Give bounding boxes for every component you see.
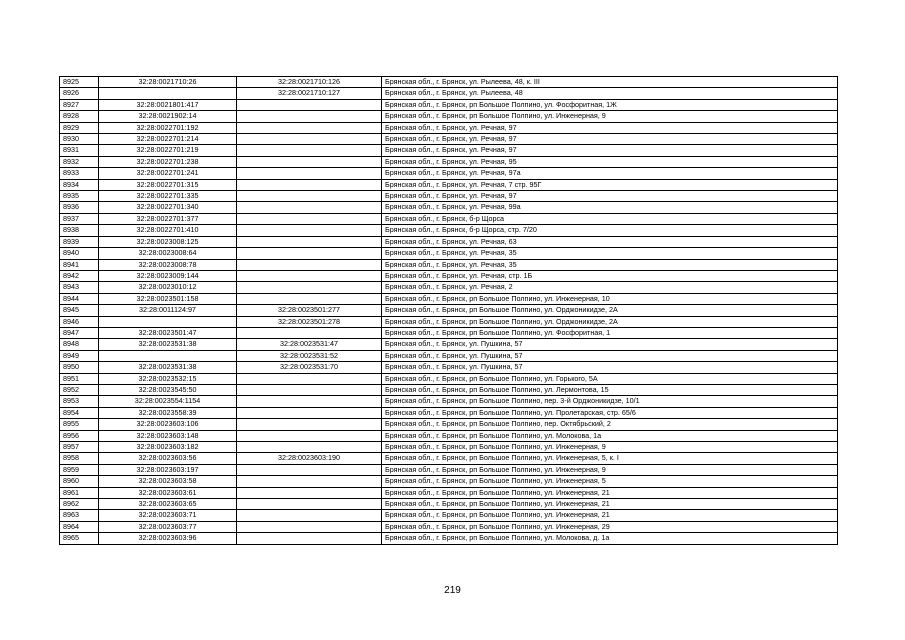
linked-cadastral-number-cell xyxy=(237,179,382,190)
cadastral-number-cell: 32:28:0022701:219 xyxy=(99,145,237,156)
cadastral-number-cell: 32:28:0023531:38 xyxy=(99,362,237,373)
linked-cadastral-number-cell xyxy=(237,521,382,532)
cadastral-number-cell: 32:28:0023603:71 xyxy=(99,510,237,521)
linked-cadastral-number-cell: 32:28:0023531:70 xyxy=(237,362,382,373)
address-cell: Брянская обл., г. Брянск, ул. Речная, 7 стр. 95Г xyxy=(382,179,838,190)
linked-cadastral-number-cell xyxy=(237,442,382,453)
table-row xyxy=(60,316,838,327)
address-cell: Брянская обл., г. Брянск, ул. Пушкина, 57 xyxy=(382,339,838,350)
cadastral-number-cell: 32:28:0023554:1154 xyxy=(99,396,237,407)
address-cell: Брянская обл., г. Брянск, рп Большое Полпино, ул. Инженерная, 9 xyxy=(382,464,838,475)
linked-cadastral-number-cell xyxy=(237,202,382,213)
table-row xyxy=(60,213,838,224)
cadastral-number-cell: 32:28:0023532:15 xyxy=(99,373,237,384)
cadastral-number-cell: 32:28:0023603:182 xyxy=(99,442,237,453)
cadastral-number-cell: 32:28:0023545:50 xyxy=(99,384,237,395)
linked-cadastral-number-cell xyxy=(237,270,382,281)
table-row xyxy=(60,236,838,247)
linked-cadastral-number-cell xyxy=(237,327,382,338)
table-row xyxy=(60,88,838,99)
row-number-cell: 8961 xyxy=(60,487,99,498)
row-number-cell: 8931 xyxy=(60,145,99,156)
cadastral-number-cell: 32:28:0023008:64 xyxy=(99,248,237,259)
address-cell: Брянская обл., г. Брянск, ул. Рылеева, 48 xyxy=(382,88,838,99)
linked-cadastral-number-cell xyxy=(237,248,382,259)
cadastral-number-cell: 32:28:0022701:214 xyxy=(99,134,237,145)
address-cell: Брянская обл., г. Брянск, рп Большое Полпино, пер. 3-й Орджоникидзе, 10/1 xyxy=(382,396,838,407)
table-row xyxy=(60,373,838,384)
row-number-cell: 8929 xyxy=(60,122,99,133)
linked-cadastral-number-cell xyxy=(237,510,382,521)
address-cell: Брянская обл., г. Брянск, рп Большое Полпино, пер. Октябрьский, 2 xyxy=(382,419,838,430)
cadastral-number-cell: 32:28:0023558:39 xyxy=(99,407,237,418)
row-number-cell: 8946 xyxy=(60,316,99,327)
row-number-cell: 8945 xyxy=(60,305,99,316)
table-row xyxy=(60,270,838,281)
table-row xyxy=(60,396,838,407)
address-cell: Брянская обл., г. Брянск, рп Большое Полпино, ул. Молокова, д. 1а xyxy=(382,533,838,544)
table-row xyxy=(60,111,838,122)
cadastral-number-cell: 32:28:0023008:125 xyxy=(99,236,237,247)
table-row xyxy=(60,430,838,441)
row-number-cell: 8950 xyxy=(60,362,99,373)
address-cell: Брянская обл., г. Брянск, ул. Речная, стр. 1Б xyxy=(382,270,838,281)
table-row xyxy=(60,453,838,464)
cadastral-number-cell: 32:28:0023603:197 xyxy=(99,464,237,475)
address-cell: Брянская обл., г. Брянск, ул. Речная, 97 xyxy=(382,145,838,156)
address-cell: Брянская обл., г. Брянск, ул. Пушкина, 57 xyxy=(382,350,838,361)
table-row xyxy=(60,293,838,304)
cadastral-number-cell: 32:28:0022701:340 xyxy=(99,202,237,213)
row-number-cell: 8925 xyxy=(60,77,99,88)
row-number-cell: 8940 xyxy=(60,248,99,259)
address-cell: Брянская обл., г. Брянск, рп Большое Полпино, ул. Фосфоритная, 1Ж xyxy=(382,99,838,110)
table-row xyxy=(60,384,838,395)
table-row xyxy=(60,225,838,236)
table-row xyxy=(60,487,838,498)
cadastral-number-cell xyxy=(99,350,237,361)
table-row xyxy=(60,476,838,487)
table-row xyxy=(60,145,838,156)
address-cell: Брянская обл., г. Брянск, ул. Речная, 97 xyxy=(382,191,838,202)
table-row xyxy=(60,419,838,430)
address-cell: Брянская обл., г. Брянск, ул. Речная, 99а xyxy=(382,202,838,213)
table-row xyxy=(60,464,838,475)
linked-cadastral-number-cell: 32:28:0023531:47 xyxy=(237,339,382,350)
table-row xyxy=(60,510,838,521)
cadastral-number-cell: 32:28:0021801:417 xyxy=(99,99,237,110)
table-row xyxy=(60,499,838,510)
page-number: 219 xyxy=(444,585,461,596)
address-cell: Брянская обл., г. Брянск, рп Большое Полпино, ул. Лермонтова, 15 xyxy=(382,384,838,395)
linked-cadastral-number-cell xyxy=(237,396,382,407)
address-cell: Брянская обл., г. Брянск, ул. Речная, 2 xyxy=(382,282,838,293)
linked-cadastral-number-cell xyxy=(237,99,382,110)
row-number-cell: 8951 xyxy=(60,373,99,384)
table-row xyxy=(60,99,838,110)
table-row xyxy=(60,248,838,259)
cadastral-number-cell: 32:28:0022701:410 xyxy=(99,225,237,236)
cadastral-number-cell: 32:28:0023008:78 xyxy=(99,259,237,270)
linked-cadastral-number-cell: 32:28:0023603:190 xyxy=(237,453,382,464)
cadastral-number-cell: 32:28:0023603:56 xyxy=(99,453,237,464)
table-row xyxy=(60,350,838,361)
row-number-cell: 8935 xyxy=(60,191,99,202)
row-number-cell: 8937 xyxy=(60,213,99,224)
linked-cadastral-number-cell xyxy=(237,111,382,122)
cadastral-number-cell: 32:28:0021710:26 xyxy=(99,77,237,88)
address-cell: Брянская обл., г. Брянск, б-р Щорса xyxy=(382,213,838,224)
row-number-cell: 8952 xyxy=(60,384,99,395)
table-row xyxy=(60,202,838,213)
address-cell: Брянская обл., г. Брянск, рп Большое Полпино, ул. Инженерная, 21 xyxy=(382,487,838,498)
linked-cadastral-number-cell xyxy=(237,499,382,510)
row-number-cell: 8957 xyxy=(60,442,99,453)
row-number-cell: 8963 xyxy=(60,510,99,521)
address-cell: Брянская обл., г. Брянск, рп Большое Полпино, ул. Инженерная, 10 xyxy=(382,293,838,304)
cadastral-number-cell: 32:28:0022701:238 xyxy=(99,156,237,167)
table-row xyxy=(60,134,838,145)
row-number-cell: 8942 xyxy=(60,270,99,281)
address-cell: Брянская обл., г. Брянск, ул. Рылеева, 48, к. III xyxy=(382,77,838,88)
row-number-cell: 8948 xyxy=(60,339,99,350)
address-cell: Брянская обл., г. Брянск, ул. Речная, 35 xyxy=(382,248,838,259)
row-number-cell: 8939 xyxy=(60,236,99,247)
row-number-cell: 8936 xyxy=(60,202,99,213)
address-cell: Брянская обл., г. Брянск, рп Большое Полпино, ул. Инженерная, 21 xyxy=(382,499,838,510)
table-row xyxy=(60,179,838,190)
table-row xyxy=(60,122,838,133)
linked-cadastral-number-cell xyxy=(237,533,382,544)
address-cell: Брянская обл., г. Брянск, рп Большое Полпино, ул. Инженерная, 9 xyxy=(382,442,838,453)
cadastral-number-cell: 32:28:0023603:65 xyxy=(99,499,237,510)
linked-cadastral-number-cell: 32:28:0023501:278 xyxy=(237,316,382,327)
address-cell: Брянская обл., г. Брянск, рп Большое Полпино, ул. Горького, 5А xyxy=(382,373,838,384)
table-row xyxy=(60,168,838,179)
linked-cadastral-number-cell xyxy=(237,464,382,475)
linked-cadastral-number-cell xyxy=(237,282,382,293)
address-cell: Брянская обл., г. Брянск, ул. Речная, 95 xyxy=(382,156,838,167)
linked-cadastral-number-cell xyxy=(237,384,382,395)
cadastral-number-cell: 32:28:0023603:106 xyxy=(99,419,237,430)
cadastral-number-cell: 32:28:0023501:47 xyxy=(99,327,237,338)
address-cell: Брянская обл., г. Брянск, рп Большое Полпино, ул. Инженерная, 21 xyxy=(382,510,838,521)
row-number-cell: 8959 xyxy=(60,464,99,475)
address-cell: Брянская обл., г. Брянск, ул. Речная, 97а xyxy=(382,168,838,179)
address-cell: Брянская обл., г. Брянск, рп Большое Полпино, ул. Инженерная, 5 xyxy=(382,476,838,487)
cadastral-number-cell: 32:28:0023531:38 xyxy=(99,339,237,350)
address-cell: Брянская обл., г. Брянск, рп Большое Полпино, ул. Инженерная, 5, к. I xyxy=(382,453,838,464)
cadastral-number-cell: 32:28:0023603:77 xyxy=(99,521,237,532)
row-number-cell: 8934 xyxy=(60,179,99,190)
row-number-cell: 8944 xyxy=(60,293,99,304)
cadastral-number-cell: 32:28:0022701:377 xyxy=(99,213,237,224)
row-number-cell: 8965 xyxy=(60,533,99,544)
cadastral-number-cell: 32:28:0023603:58 xyxy=(99,476,237,487)
address-cell: Брянская обл., г. Брянск, рп Большое Полпино, ул. Пролетарская, стр. 65/6 xyxy=(382,407,838,418)
table-row xyxy=(60,156,838,167)
linked-cadastral-number-cell xyxy=(237,373,382,384)
row-number-cell: 8953 xyxy=(60,396,99,407)
address-cell: Брянская обл., г. Брянск, рп Большое Полпино, ул. Фосфоритная, 1 xyxy=(382,327,838,338)
row-number-cell: 8956 xyxy=(60,430,99,441)
row-number-cell: 8960 xyxy=(60,476,99,487)
cadastral-number-cell: 32:28:0023603:148 xyxy=(99,430,237,441)
cadastral-number-cell: 32:28:0022701:315 xyxy=(99,179,237,190)
address-cell: Брянская обл., г. Брянск, рп Большое Полпино, ул. Орджоникидзе, 2А xyxy=(382,305,838,316)
table-row xyxy=(60,282,838,293)
cadastral-number-cell xyxy=(99,88,237,99)
linked-cadastral-number-cell: 32:28:0023531:52 xyxy=(237,350,382,361)
table-row xyxy=(60,362,838,373)
address-cell: Брянская обл., г. Брянск, б-р Щорса, стр. 7/20 xyxy=(382,225,838,236)
row-number-cell: 8941 xyxy=(60,259,99,270)
table-row xyxy=(60,327,838,338)
row-number-cell: 8947 xyxy=(60,327,99,338)
address-cell: Брянская обл., г. Брянск, ул. Речная, 97 xyxy=(382,134,838,145)
address-cell: Брянская обл., г. Брянск, рп Большое Полпино, ул. Инженерная, 29 xyxy=(382,521,838,532)
table-row xyxy=(60,259,838,270)
cadastral-number-cell: 32:28:0022701:335 xyxy=(99,191,237,202)
row-number-cell: 8958 xyxy=(60,453,99,464)
row-number-cell: 8964 xyxy=(60,521,99,532)
row-number-cell: 8938 xyxy=(60,225,99,236)
cadastral-number-cell: 32:28:0023501:158 xyxy=(99,293,237,304)
row-number-cell: 8954 xyxy=(60,407,99,418)
linked-cadastral-number-cell: 32:28:0023501:277 xyxy=(237,305,382,316)
cadastral-number-cell: 32:28:0022701:192 xyxy=(99,122,237,133)
table-row xyxy=(60,407,838,418)
linked-cadastral-number-cell xyxy=(237,419,382,430)
registry-table xyxy=(59,76,838,545)
linked-cadastral-number-cell xyxy=(237,236,382,247)
table-row xyxy=(60,521,838,532)
linked-cadastral-number-cell xyxy=(237,293,382,304)
address-cell: Брянская обл., г. Брянск, ул. Речная, 35 xyxy=(382,259,838,270)
row-number-cell: 8949 xyxy=(60,350,99,361)
address-cell: Брянская обл., г. Брянск, рп Большое Полпино, ул. Инженерная, 9 xyxy=(382,111,838,122)
cadastral-number-cell: 32:28:0021902:14 xyxy=(99,111,237,122)
row-number-cell: 8926 xyxy=(60,88,99,99)
linked-cadastral-number-cell: 32:28:0021710:127 xyxy=(237,88,382,99)
registry-table-body xyxy=(60,77,838,545)
linked-cadastral-number-cell xyxy=(237,134,382,145)
row-number-cell: 8962 xyxy=(60,499,99,510)
linked-cadastral-number-cell xyxy=(237,122,382,133)
linked-cadastral-number-cell xyxy=(237,145,382,156)
row-number-cell: 8932 xyxy=(60,156,99,167)
row-number-cell: 8927 xyxy=(60,99,99,110)
linked-cadastral-number-cell xyxy=(237,156,382,167)
table-row xyxy=(60,191,838,202)
linked-cadastral-number-cell xyxy=(237,430,382,441)
table-row xyxy=(60,305,838,316)
linked-cadastral-number-cell xyxy=(237,191,382,202)
row-number-cell: 8933 xyxy=(60,168,99,179)
address-cell: Брянская обл., г. Брянск, ул. Пушкина, 57 xyxy=(382,362,838,373)
address-cell: Брянская обл., г. Брянск, ул. Речная, 97 xyxy=(382,122,838,133)
cadastral-number-cell xyxy=(99,316,237,327)
cadastral-number-cell: 32:28:0022701:241 xyxy=(99,168,237,179)
table-row xyxy=(60,339,838,350)
row-number-cell: 8928 xyxy=(60,111,99,122)
table-row xyxy=(60,442,838,453)
linked-cadastral-number-cell xyxy=(237,407,382,418)
cadastral-number-cell: 32:28:0011124:97 xyxy=(99,305,237,316)
linked-cadastral-number-cell xyxy=(237,259,382,270)
table-row xyxy=(60,533,838,544)
linked-cadastral-number-cell xyxy=(237,476,382,487)
table-row xyxy=(60,77,838,88)
row-number-cell: 8955 xyxy=(60,419,99,430)
linked-cadastral-number-cell xyxy=(237,168,382,179)
row-number-cell: 8943 xyxy=(60,282,99,293)
linked-cadastral-number-cell xyxy=(237,487,382,498)
cadastral-number-cell: 32:28:0023009:144 xyxy=(99,270,237,281)
row-number-cell: 8930 xyxy=(60,134,99,145)
linked-cadastral-number-cell xyxy=(237,225,382,236)
address-cell: Брянская обл., г. Брянск, ул. Речная, 63 xyxy=(382,236,838,247)
cadastral-number-cell: 32:28:0023010:12 xyxy=(99,282,237,293)
cadastral-number-cell: 32:28:0023603:96 xyxy=(99,533,237,544)
cadastral-number-cell: 32:28:0023603:61 xyxy=(99,487,237,498)
address-cell: Брянская обл., г. Брянск, рп Большое Полпино, ул. Молокова, 1а xyxy=(382,430,838,441)
address-cell: Брянская обл., г. Брянск, рп Большое Полпино, ул. Орджоникидзе, 2А xyxy=(382,316,838,327)
linked-cadastral-number-cell xyxy=(237,213,382,224)
linked-cadastral-number-cell: 32:28:0021710:126 xyxy=(237,77,382,88)
